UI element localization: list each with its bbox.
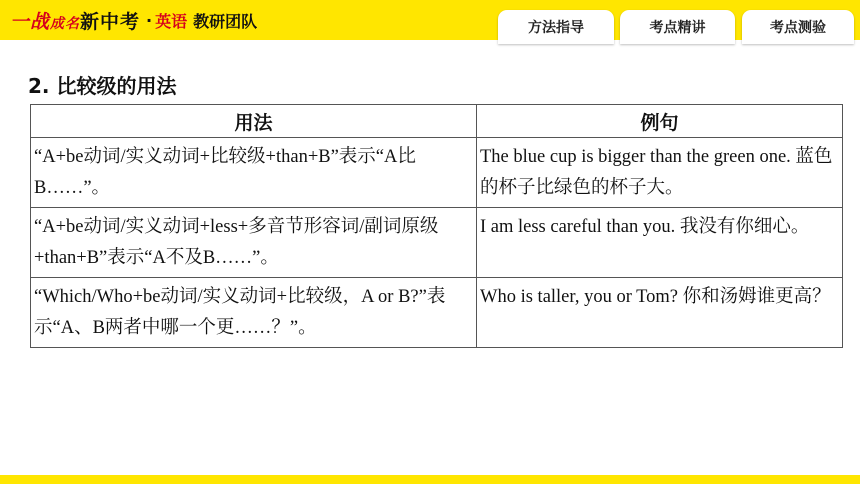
tab-key-points[interactable] (620, 10, 735, 44)
logo-brand-small: 成名 (50, 15, 81, 32)
example-cell: Who is taller, you or Tom? 你和汤姆谁更高？ (477, 278, 843, 348)
usage-cell: “A+be动词/实义动词+less+多音节形容词/副词原级+than+B”表示“A不及B……”。 (31, 208, 477, 278)
logo-separator: · (146, 10, 153, 30)
logo-brand-prefix: 一战 (10, 10, 51, 33)
column-header-usage: 用法 (31, 105, 477, 138)
logo-brand (10, 7, 140, 34)
tab-label: 方法指导 (528, 20, 584, 36)
table-row (31, 208, 843, 278)
table-row (31, 278, 843, 348)
bottom-banner (0, 475, 860, 484)
logo (10, 6, 257, 34)
tab-label: 考点精讲 (649, 20, 706, 36)
logo-brand-suffix: 新中考 (80, 10, 141, 33)
logo-subject: 英语 (155, 11, 188, 31)
example-cell: I am less careful than you. 我没有你细心。 (477, 208, 843, 278)
example-cell: The blue cup is bigger than the green one. 蓝色的杯子比绿色的杯子大。 (477, 138, 843, 208)
tab-quiz[interactable] (742, 10, 854, 44)
tab-method-guide[interactable] (498, 10, 614, 44)
usage-table (30, 104, 843, 348)
tab-label: 考点测验 (770, 20, 826, 36)
usage-cell: “Which/Who+be动词/实义动词+比较级，A or B?”表示“A、B两者中哪一个更……？”。 (31, 278, 477, 348)
usage-cell: “A+be动词/实义动词+比较级+than+B”表示“A比B……”。 (31, 138, 477, 208)
section-title: 2. 比较级的用法 (28, 74, 177, 98)
logo-team: 教研团队 (193, 11, 258, 31)
column-header-example: 例句 (477, 105, 843, 138)
table-row (31, 138, 843, 208)
table-header-row (31, 105, 843, 138)
